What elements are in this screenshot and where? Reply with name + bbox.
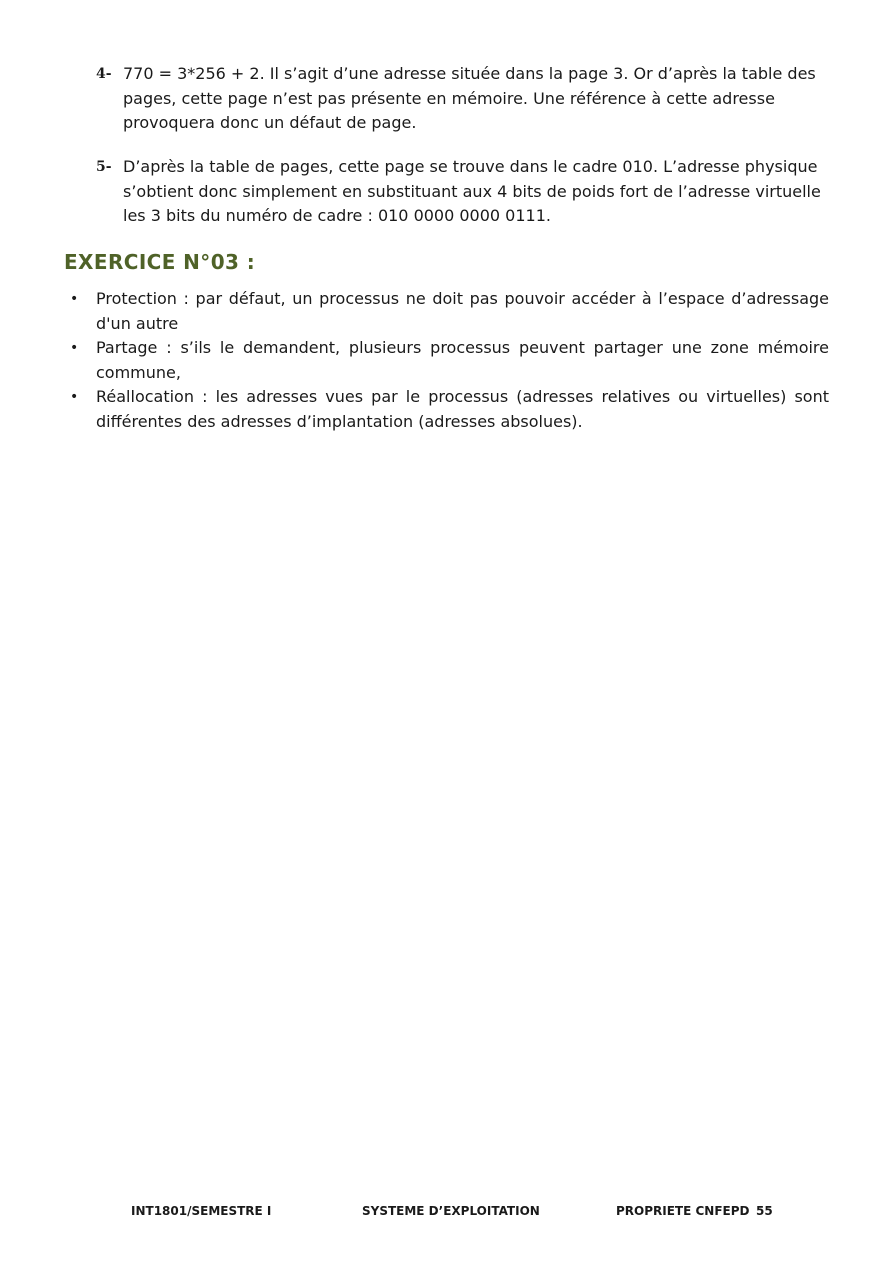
footer-course-code: INT1801/SEMESTRE I [131, 1204, 272, 1218]
item-number: 4- [96, 66, 112, 82]
list-item-text: Réallocation : les adresses vues par le processus (adresses relatives ou virtuelles) sont différentes des adresses d’implantation (adresses absolues). [96, 387, 829, 431]
footer-owner: PROPRIETE CNFEPD [616, 1204, 750, 1218]
item-number: 5- [96, 159, 112, 175]
item-text: 770 = 3*256 + 2. Il s’agit d’une adresse située dans la page 3. Or d’après la table des pages, cette page n’est pas présente en mémoire. Une référence à cette adresse provoquera donc un défaut de page. [123, 64, 816, 132]
section-heading: EXERCICE N°03 : [64, 250, 256, 274]
page-number: 55 [756, 1204, 773, 1218]
item-text: D’après la table de pages, cette page se trouve dans le cadre 010. L’adresse physique s’obtient donc simplement en substituant aux 4 bits de poids fort de l’adresse virtuelle les 3 bits du numéro de cadre : 010 0000 0000 0111. [123, 157, 821, 225]
page-footer [0, 1204, 893, 1224]
list-item [64, 385, 829, 434]
bullet-icon: • [70, 389, 79, 405]
bullet-list [64, 287, 829, 434]
list-item-text: Protection : par défaut, un processus ne doit pas pouvoir accéder à l’espace d’adressage d'un autre [96, 289, 829, 333]
numbered-item-4 [96, 62, 832, 136]
list-item [64, 336, 829, 385]
bullet-icon: • [70, 291, 79, 307]
footer-subject: SYSTEME D’EXPLOITATION [362, 1204, 540, 1218]
numbered-item-5 [96, 155, 832, 229]
list-item-text: Partage : s’ils le demandent, plusieurs processus peuvent partager une zone mémoire commune, [96, 338, 829, 382]
list-item [64, 287, 829, 336]
bullet-icon: • [70, 340, 79, 356]
